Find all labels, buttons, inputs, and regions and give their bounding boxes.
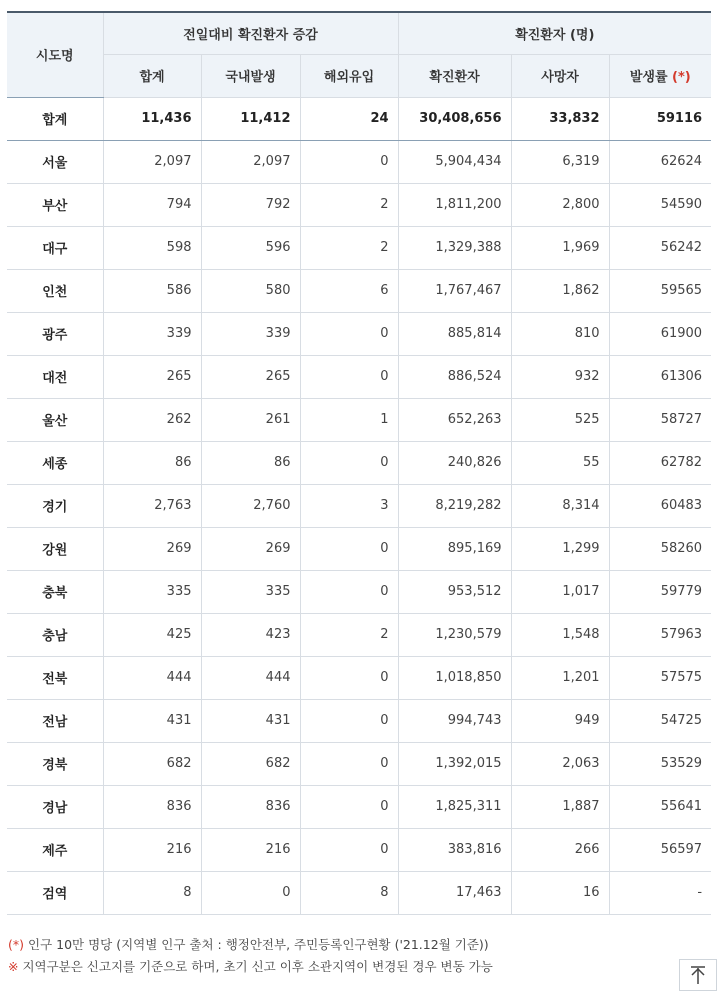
table-cell: 836 (103, 785, 201, 828)
table-cell: 339 (201, 312, 300, 355)
covid-stats-table (7, 11, 711, 915)
table-cell: 792 (201, 183, 300, 226)
table-cell: 8 (103, 871, 201, 914)
table-cell: 57575 (609, 656, 711, 699)
table-row (7, 269, 711, 312)
table-cell: 216 (103, 828, 201, 871)
region-name: 서울 (7, 140, 103, 183)
table-cell: 0 (201, 871, 300, 914)
table-cell: 1,887 (511, 785, 609, 828)
table-cell: 55 (511, 441, 609, 484)
table-cell: 0 (300, 656, 398, 699)
table-cell: 525 (511, 398, 609, 441)
table-cell: 425 (103, 613, 201, 656)
table-cell: 269 (201, 527, 300, 570)
note-region: ※ 지역구분은 신고지를 기준으로 하며, 초기 신고 이후 소관지역이 변경된 경우 변동 가능 (8, 959, 493, 974)
table-cell: 2 (300, 226, 398, 269)
table-cell: 262 (103, 398, 201, 441)
table-cell: 652,263 (398, 398, 511, 441)
table-cell: 266 (511, 828, 609, 871)
table-cell: 2,097 (201, 140, 300, 183)
region-name: 인천 (7, 269, 103, 312)
col-daily-total: 합계 (103, 54, 201, 97)
table-cell: 444 (201, 656, 300, 699)
region-name: 검역 (7, 871, 103, 914)
region-name: 강원 (7, 527, 103, 570)
table-cell: 431 (201, 699, 300, 742)
table-cell: 86 (201, 441, 300, 484)
table-cell: 580 (201, 269, 300, 312)
table-cell: 932 (511, 355, 609, 398)
table-cell: 949 (511, 699, 609, 742)
table-cell: 598 (103, 226, 201, 269)
table-cell: 994,743 (398, 699, 511, 742)
region-name: 부산 (7, 183, 103, 226)
region-name: 경남 (7, 785, 103, 828)
region-name: 충남 (7, 613, 103, 656)
table-row (7, 656, 711, 699)
table-cell: 886,524 (398, 355, 511, 398)
table-cell: 33,832 (511, 97, 609, 140)
table-cell: 794 (103, 183, 201, 226)
note-incidence: (*) 인구 10만 명당 (지역별 인구 출처 : 행정안전부, 주민등록인구현황 ('21.12월 기준)) (8, 937, 489, 952)
table-cell: 62624 (609, 140, 711, 183)
table-cell: 1,811,200 (398, 183, 511, 226)
table-cell: 1,548 (511, 613, 609, 656)
table-notes (8, 934, 493, 978)
table-cell: 8,314 (511, 484, 609, 527)
table-cell: 1,299 (511, 527, 609, 570)
table-cell: 24 (300, 97, 398, 140)
table-row (7, 355, 711, 398)
table-cell: 423 (201, 613, 300, 656)
table-cell: 3 (300, 484, 398, 527)
region-name: 충북 (7, 570, 103, 613)
region-name: 경북 (7, 742, 103, 785)
region-name: 대구 (7, 226, 103, 269)
table-cell: 261 (201, 398, 300, 441)
table-cell: 5,904,434 (398, 140, 511, 183)
scroll-to-top-button[interactable] (679, 959, 717, 991)
table-cell: - (609, 871, 711, 914)
table-cell: 11,412 (201, 97, 300, 140)
table-cell: 682 (201, 742, 300, 785)
table-cell: 682 (103, 742, 201, 785)
col-imported: 해외유입 (300, 54, 398, 97)
table-cell: 0 (300, 699, 398, 742)
table-cell: 55641 (609, 785, 711, 828)
table-cell: 2,800 (511, 183, 609, 226)
table-cell: 1,969 (511, 226, 609, 269)
table-cell: 2,763 (103, 484, 201, 527)
region-name: 합계 (7, 97, 103, 140)
table-row (7, 484, 711, 527)
table-cell: 8 (300, 871, 398, 914)
table-cell: 444 (103, 656, 201, 699)
table-cell: 2,097 (103, 140, 201, 183)
region-name: 전북 (7, 656, 103, 699)
table-row (7, 441, 711, 484)
table-cell: 2 (300, 183, 398, 226)
table-cell: 0 (300, 441, 398, 484)
table-cell: 810 (511, 312, 609, 355)
table-row (7, 312, 711, 355)
table-cell: 59779 (609, 570, 711, 613)
table-cell: 1,825,311 (398, 785, 511, 828)
table-cell: 885,814 (398, 312, 511, 355)
table-cell: 86 (103, 441, 201, 484)
table-row (7, 871, 711, 914)
table-cell: 58260 (609, 527, 711, 570)
table-cell: 6 (300, 269, 398, 312)
table-cell: 0 (300, 570, 398, 613)
region-name: 제주 (7, 828, 103, 871)
table-cell: 1,201 (511, 656, 609, 699)
table-cell: 17,463 (398, 871, 511, 914)
table-cell: 0 (300, 312, 398, 355)
table-cell: 62782 (609, 441, 711, 484)
table-cell: 58727 (609, 398, 711, 441)
table-cell: 383,816 (398, 828, 511, 871)
table-cell: 61306 (609, 355, 711, 398)
table-cell: 59116 (609, 97, 711, 140)
daily-change-group-header: 전일대비 확진환자 증감 (103, 12, 398, 54)
table-cell: 216 (201, 828, 300, 871)
table-row (7, 742, 711, 785)
table-row (7, 828, 711, 871)
table-cell: 11,436 (103, 97, 201, 140)
table-cell: 1,230,579 (398, 613, 511, 656)
region-name: 전남 (7, 699, 103, 742)
table-cell: 1,329,388 (398, 226, 511, 269)
table-cell: 953,512 (398, 570, 511, 613)
table-cell: 265 (103, 355, 201, 398)
table-cell: 6,319 (511, 140, 609, 183)
table-cell: 1,017 (511, 570, 609, 613)
table-row (7, 527, 711, 570)
table-row (7, 785, 711, 828)
col-incidence-rate: 발생률 (*) (609, 54, 711, 97)
table-cell: 0 (300, 140, 398, 183)
table-cell: 240,826 (398, 441, 511, 484)
table-cell: 2,760 (201, 484, 300, 527)
table-cell: 56242 (609, 226, 711, 269)
table-cell: 1,392,015 (398, 742, 511, 785)
table-cell: 60483 (609, 484, 711, 527)
table-row (7, 140, 711, 183)
table-cell: 1 (300, 398, 398, 441)
table-cell: 30,408,656 (398, 97, 511, 140)
col-domestic: 국내발생 (201, 54, 300, 97)
arrow-up-to-top-icon (689, 965, 707, 985)
table-cell: 836 (201, 785, 300, 828)
confirmed-group-header: 확진환자 (명) (398, 12, 711, 54)
table-cell: 0 (300, 527, 398, 570)
table-cell: 54590 (609, 183, 711, 226)
table-cell: 0 (300, 742, 398, 785)
table-cell: 586 (103, 269, 201, 312)
table-row (7, 398, 711, 441)
total-row (7, 97, 711, 140)
table-cell: 0 (300, 355, 398, 398)
col-confirmed: 확진환자 (398, 54, 511, 97)
table-cell: 57963 (609, 613, 711, 656)
region-name: 세종 (7, 441, 103, 484)
table-cell: 335 (103, 570, 201, 613)
table-cell: 1,767,467 (398, 269, 511, 312)
rate-marker: (*) (672, 70, 691, 85)
table-cell: 0 (300, 828, 398, 871)
table-cell: 0 (300, 785, 398, 828)
table-row (7, 570, 711, 613)
table-row (7, 699, 711, 742)
table-cell: 269 (103, 527, 201, 570)
table-cell: 59565 (609, 269, 711, 312)
table-cell: 53529 (609, 742, 711, 785)
region-name: 대전 (7, 355, 103, 398)
table-cell: 1,862 (511, 269, 609, 312)
table-cell: 431 (103, 699, 201, 742)
region-column-header: 시도명 (7, 12, 103, 97)
table-cell: 16 (511, 871, 609, 914)
table-cell: 2,063 (511, 742, 609, 785)
table-cell: 2 (300, 613, 398, 656)
col-deaths: 사망자 (511, 54, 609, 97)
table-cell: 8,219,282 (398, 484, 511, 527)
region-name: 광주 (7, 312, 103, 355)
table-cell: 339 (103, 312, 201, 355)
table-cell: 265 (201, 355, 300, 398)
table-cell: 895,169 (398, 527, 511, 570)
table-cell: 335 (201, 570, 300, 613)
region-name: 경기 (7, 484, 103, 527)
table-cell: 1,018,850 (398, 656, 511, 699)
table-row (7, 183, 711, 226)
table-row (7, 613, 711, 656)
table-row (7, 226, 711, 269)
table-cell: 56597 (609, 828, 711, 871)
table-cell: 596 (201, 226, 300, 269)
table-cell: 61900 (609, 312, 711, 355)
region-name: 울산 (7, 398, 103, 441)
table-cell: 54725 (609, 699, 711, 742)
